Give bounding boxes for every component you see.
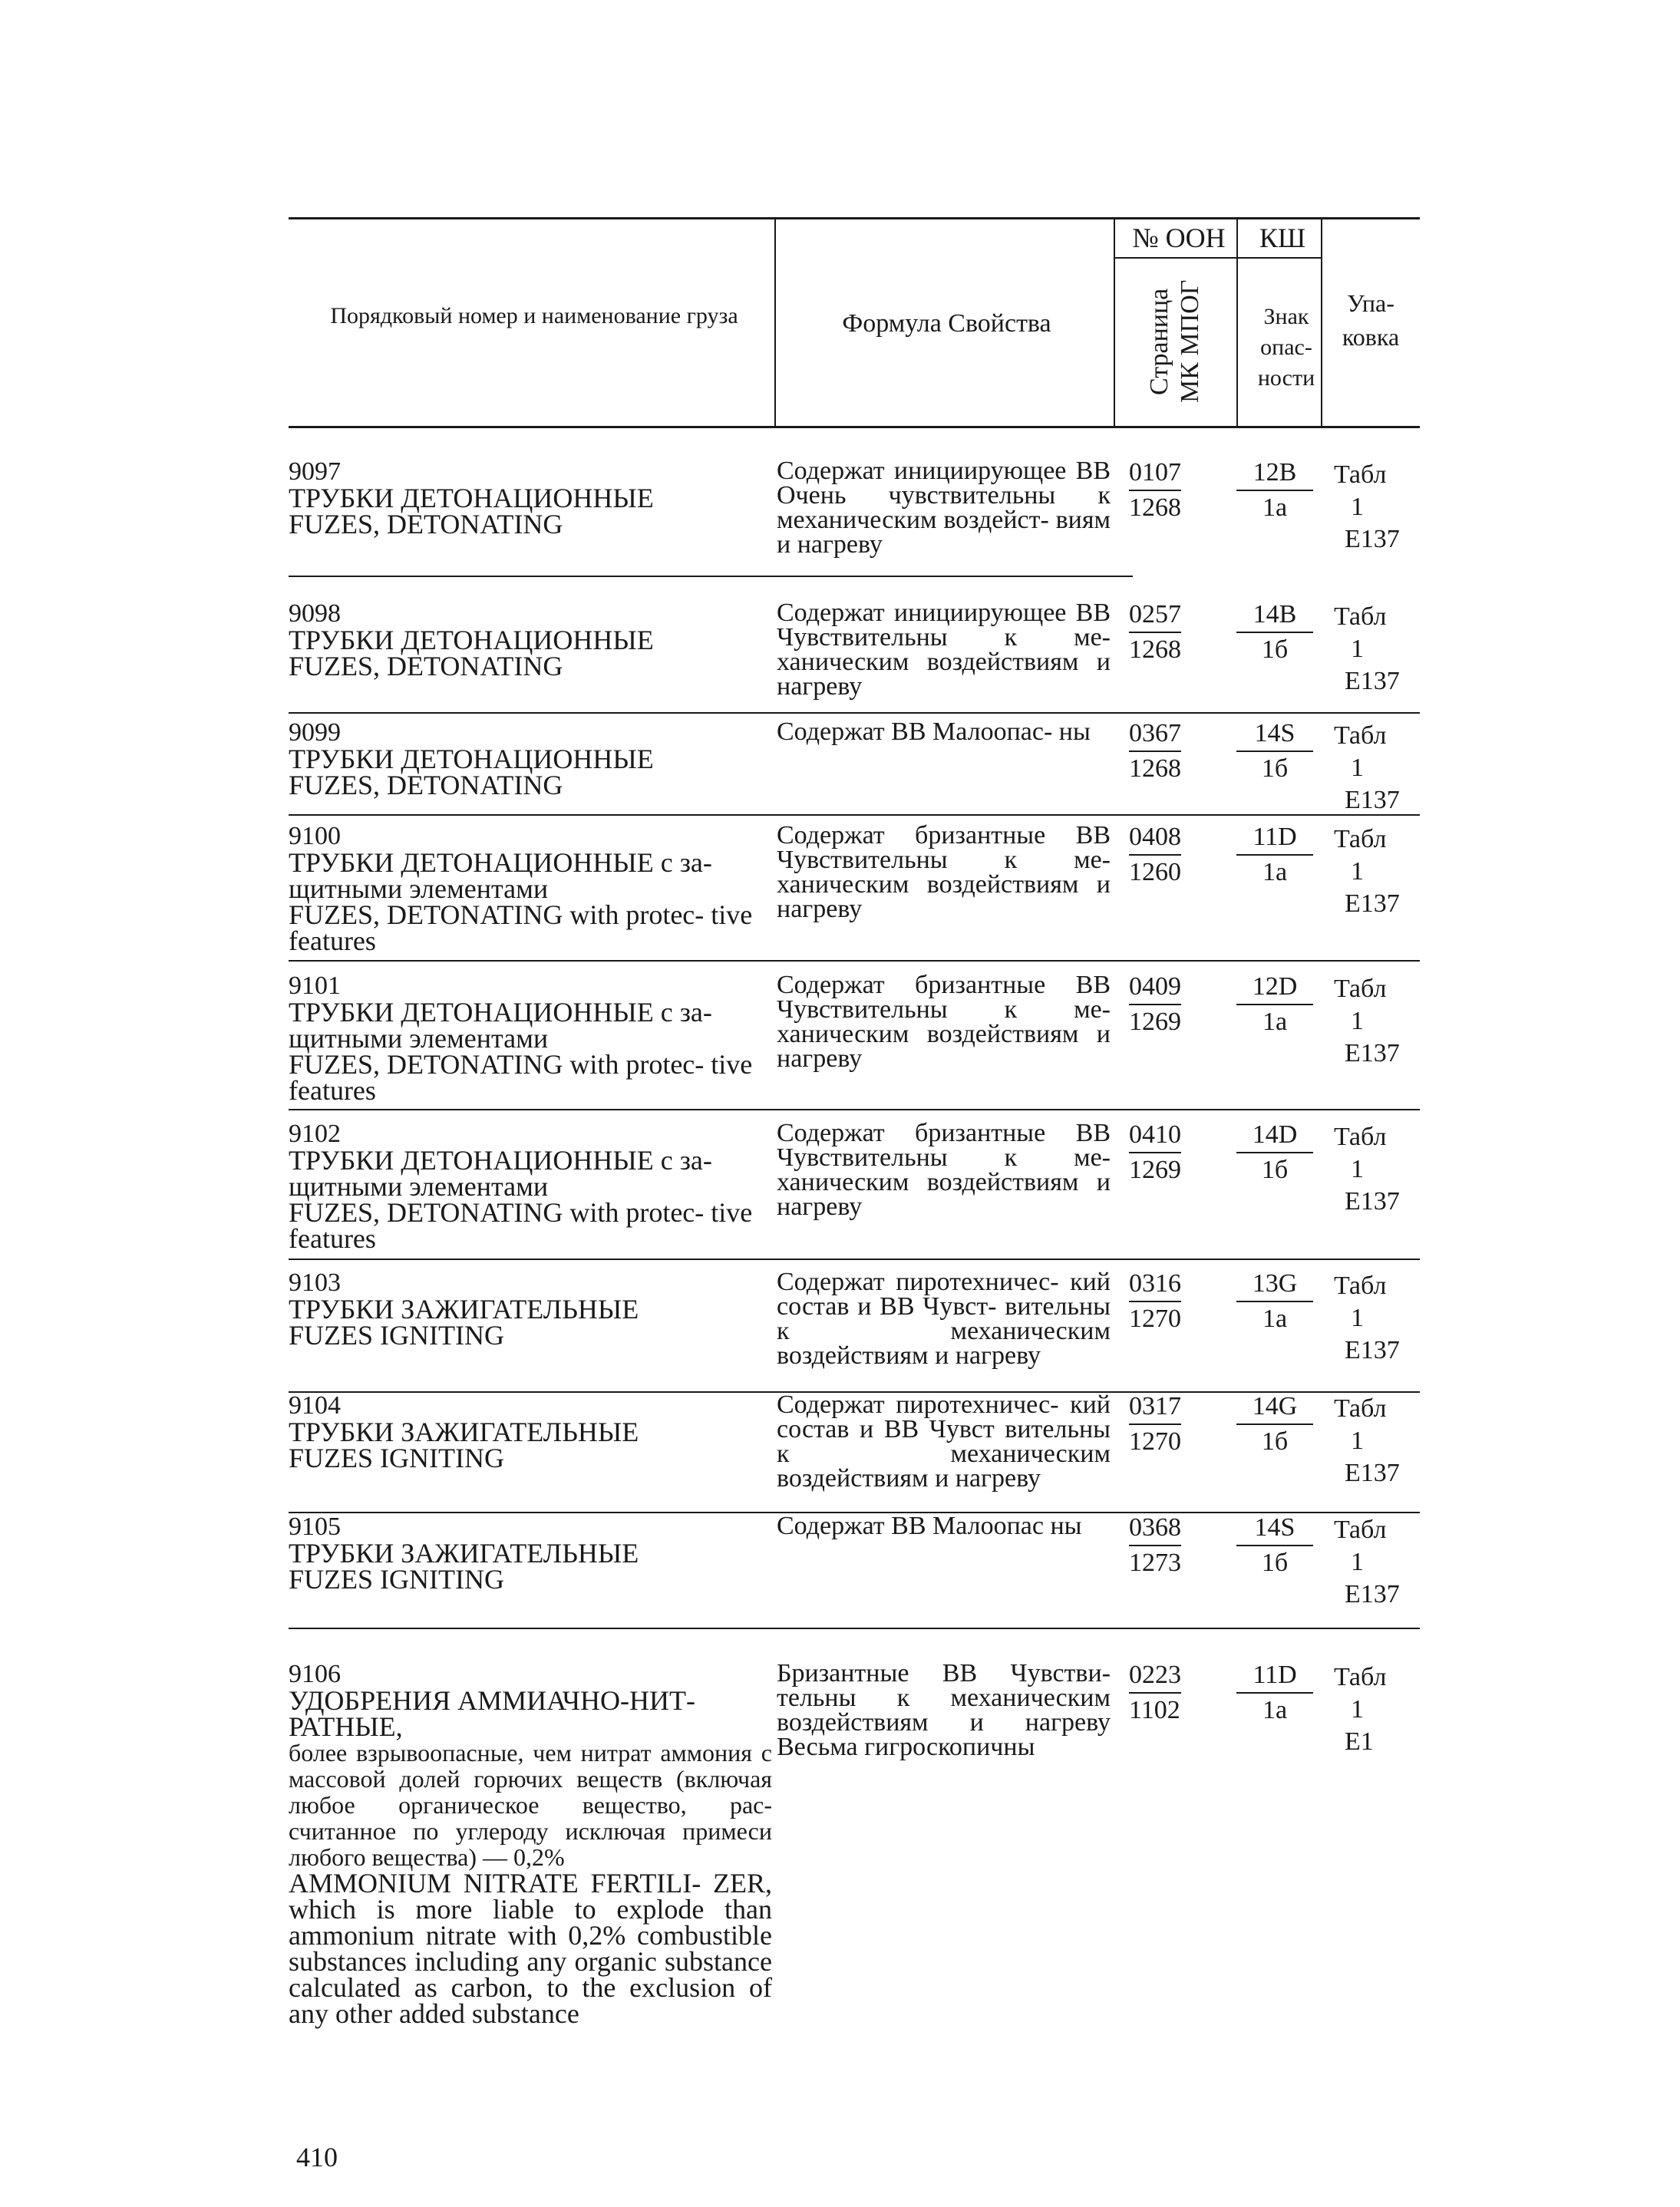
row-number: 9103 (289, 1268, 341, 1297)
row-pack-3: E137 (1345, 1336, 1400, 1364)
header-ksh: КШ (1259, 223, 1306, 253)
row-code: 11D (1236, 1661, 1313, 1694)
row-number: 9098 (289, 599, 341, 628)
row-english-name: FUZES, DETONATING (289, 509, 563, 539)
row-sign: 1б (1261, 1427, 1289, 1456)
row-sign: 1a (1262, 493, 1288, 522)
header-un-number: № ООН (1132, 223, 1226, 253)
row-page: 1260 (1129, 858, 1181, 886)
row-english-name: FUZES IGNITING (289, 1443, 504, 1473)
row-english-name: FUZES IGNITING (289, 1320, 504, 1351)
row-page: 1269 (1129, 1156, 1181, 1184)
row-english-name: FUZES, DETONATING (289, 770, 563, 800)
row-number: 9106 (289, 1660, 341, 1688)
row-pack-3: E137 (1345, 1039, 1400, 1067)
row-un-number: 0107 (1129, 459, 1181, 491)
row-english-name: AMMONIUM NITRATE FERTILI- ZER, which is more liable to explode than ammonium nitrate with 0,2% combustible substances including any organic substance calculated as carbon, to the exclusion of any other added substance (289, 1868, 772, 2029)
row-page: 1269 (1129, 1008, 1181, 1036)
row-code: 14G (1236, 1393, 1313, 1425)
row-page: 1270 (1129, 1305, 1181, 1333)
row-pack-1: Табл (1334, 721, 1387, 750)
row-pack-3: E137 (1345, 786, 1400, 814)
row-properties: Содержат пиротехничес- кий состав и ВВ Чувст вительны к механическим воздействиям и нагреву (777, 1391, 1111, 1493)
row-pack-3: E137 (1345, 1187, 1400, 1216)
row-number: 9104 (289, 1391, 341, 1420)
row-pack-2: 1 (1351, 1304, 1364, 1332)
row-number: 9105 (289, 1513, 341, 1541)
row-pack-2: 1 (1351, 493, 1364, 521)
row-properties: Содержат бризантные ВВ Чувствительны к ме- ханическим воздействиям и нагреву (777, 821, 1111, 923)
row-name: ТРУБКИ ДЕТОНАЦИОННЫЕ с за- щитными элементами (289, 847, 712, 904)
row-properties: Содержат бризантные ВВ Чувствительны к ме- ханическим воздействиям и нагреву (777, 971, 1111, 1073)
row-code: 14D (1236, 1121, 1313, 1153)
row-page: 1102 (1129, 1696, 1180, 1724)
row-pack-3: E137 (1345, 1459, 1400, 1487)
row-pack-3: E137 (1345, 889, 1400, 918)
row-name: ТРУБКИ ДЕТОНАЦИОННЫЕ (289, 625, 654, 655)
row-divider (289, 814, 1420, 816)
header-page-label: Страница МК МПОГ (1145, 279, 1204, 404)
row-english-name: FUZES, DETONATING with protec- tive features (289, 899, 753, 956)
row-english-name: FUZES IGNITING (289, 1564, 504, 1595)
row-properties: Содержат ВВ Малоопас- ны (777, 718, 1091, 746)
row-properties: Содержат бризантные ВВ Чувствительны к ме- ханическим воздействиям и нагреву (777, 1119, 1111, 1221)
row-pack-1: Табл (1334, 825, 1387, 853)
row-code: 14B (1236, 601, 1313, 633)
row-properties: Содержат инициирующее ВВ Очень чувствительны к механическим воздейст- виям и нагреву (777, 457, 1111, 559)
row-sign: 1a (1262, 858, 1288, 886)
row-name: ТРУБКИ ЗАЖИГАТЕЛЬНЫЕ (289, 1417, 639, 1447)
header-cargo-name: Порядковый номер и наименование груза (330, 303, 738, 328)
row-pack-1: Табл (1334, 1663, 1387, 1691)
row-number: 9102 (289, 1120, 341, 1148)
row-properties: Содержат ВВ Малоопас ны (777, 1512, 1082, 1540)
row-pack-2: 1 (1351, 1695, 1364, 1724)
row-name: ТРУБКИ ДЕТОНАЦИОННЫЕ с за- щитными элементами (289, 1145, 712, 1202)
row-code: 13G (1236, 1270, 1313, 1302)
row-code: 11D (1236, 823, 1313, 856)
row-un-number: 0408 (1129, 823, 1181, 856)
row-pack-2: 1 (1351, 754, 1364, 782)
row-name: ТРУБКИ ДЕТОНАЦИОННЫЕ (289, 744, 654, 774)
row-sign: 1б (1261, 754, 1289, 783)
row-pack-2: 1 (1351, 1427, 1364, 1455)
row-pack-2: 1 (1351, 1548, 1364, 1576)
row-divider (289, 576, 1133, 577)
row-pack-2: 1 (1351, 1155, 1364, 1183)
row-description: более взрывоопасные, чем нитрат аммония с массовой долей горючих веществ (включая любое органическое вещество, рас- считанное по углероду исключая примеси любого вещества) — 0,2% (289, 1739, 772, 1871)
row-pack-1: Табл (1334, 460, 1387, 489)
row-divider (289, 1259, 1420, 1260)
header-page (1144, 265, 1213, 418)
row-sign: 1б (1261, 635, 1289, 664)
row-code: 12D (1236, 973, 1313, 1005)
row-number: 9100 (289, 822, 341, 850)
row-divider (289, 960, 1420, 962)
header-sub-rule (1114, 257, 1321, 259)
row-pack-1: Табл (1334, 975, 1387, 1003)
row-un-number: 0223 (1129, 1661, 1181, 1694)
row-pack-2: 1 (1351, 635, 1364, 663)
row-properties: Содержат инициирующее ВВ Чувствительны к ме- ханическим воздействиям и нагреву (777, 599, 1111, 701)
row-pack-2: 1 (1351, 857, 1364, 886)
header-properties: Формула Свойства (842, 309, 1051, 338)
row-un-number: 0368 (1129, 1514, 1181, 1546)
row-name: УДОБРЕНИЯ АММИАЧНО-НИТ- РАТНЫЕ, (289, 1685, 695, 1742)
header-bottom-rule (289, 426, 1420, 428)
row-pack-3: E137 (1345, 667, 1400, 695)
row-name: ТРУБКИ ДЕТОНАЦИОННЫЕ (289, 483, 654, 513)
header-hazard-sign: Знак опас- ности (1257, 304, 1315, 391)
row-page: 1273 (1129, 1549, 1181, 1577)
row-pack-1: Табл (1334, 1123, 1387, 1151)
row-properties: Содержат пиротехничес- кий состав и ВВ Чувст- вительны к механическим воздействиям и нагреву (777, 1268, 1111, 1370)
row-number: 9101 (289, 972, 341, 1000)
row-english-name: FUZES, DETONATING with protec- tive features (289, 1197, 753, 1254)
row-pack-3: E137 (1345, 525, 1400, 553)
row-number: 9097 (289, 457, 341, 486)
row-pack-1: Табл (1334, 602, 1387, 631)
row-pack-1: Табл (1334, 1272, 1387, 1300)
row-sign: 1a (1262, 1008, 1288, 1036)
row-pack-1: Табл (1334, 1516, 1387, 1544)
row-un-number: 0367 (1129, 720, 1181, 752)
row-pack-1: Табл (1334, 1394, 1387, 1423)
row-un-number: 0410 (1129, 1121, 1181, 1153)
row-code: 14S (1236, 1514, 1313, 1546)
row-un-number: 0409 (1129, 973, 1181, 1005)
row-page: 1268 (1129, 754, 1181, 783)
row-divider (289, 1109, 1420, 1110)
row-sign: 1б (1261, 1549, 1289, 1577)
row-pack-3: E137 (1345, 1580, 1400, 1608)
row-name: ТРУБКИ ДЕТОНАЦИОННЫЕ с за- щитными элементами (289, 997, 712, 1054)
row-un-number: 0316 (1129, 1270, 1181, 1302)
row-divider (289, 712, 1420, 714)
row-sign: 1a (1262, 1305, 1288, 1333)
table-top-rule (289, 217, 1420, 219)
row-pack-3: E1 (1345, 1727, 1374, 1756)
row-un-number: 0257 (1129, 601, 1181, 633)
header-packaging: Упа- ковка (1342, 289, 1400, 351)
row-number: 9099 (289, 718, 341, 747)
row-page: 1270 (1129, 1427, 1181, 1456)
row-un-number: 0317 (1129, 1393, 1181, 1425)
row-english-name: FUZES, DETONATING (289, 651, 563, 681)
row-properties: Бризантные ВВ Чувстви- тельны к механическим воздействиям и нагреву Весьма гигроскопичны (777, 1659, 1111, 1761)
row-pack-2: 1 (1351, 1007, 1364, 1035)
row-sign: 1a (1262, 1696, 1288, 1724)
row-code: 12B (1236, 459, 1313, 491)
row-code: 14S (1236, 720, 1313, 752)
row-page: 1268 (1129, 635, 1181, 664)
row-english-name: FUZES, DETONATING with protec- tive features (289, 1049, 753, 1106)
row-name: ТРУБКИ ЗАЖИГАТЕЛЬНЫЕ (289, 1294, 639, 1325)
row-name: ТРУБКИ ЗАЖИГАТЕЛЬНЫЕ (289, 1538, 639, 1569)
row-divider (289, 1628, 1420, 1629)
row-page: 1268 (1129, 493, 1181, 522)
row-sign: 1б (1261, 1156, 1289, 1184)
page-number: 410 (296, 2142, 338, 2172)
